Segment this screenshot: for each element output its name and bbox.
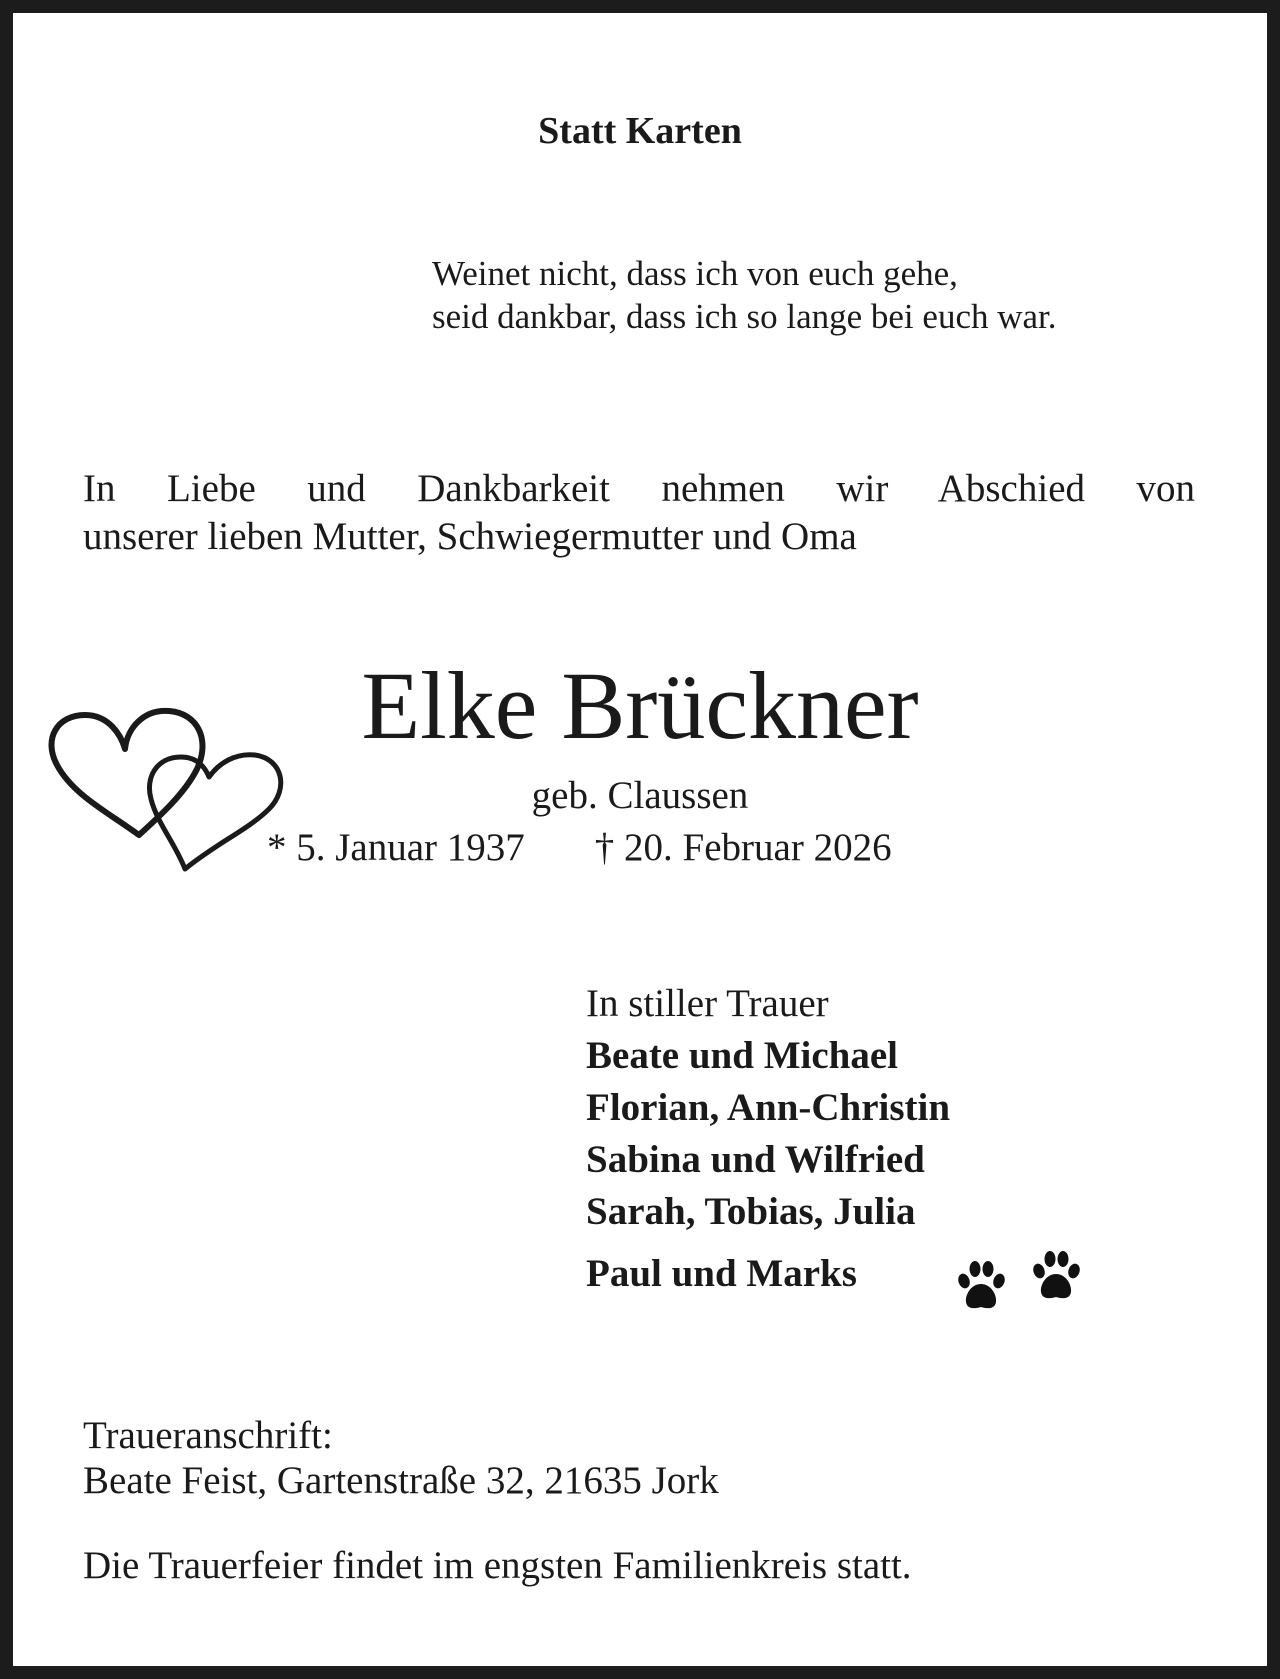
mourner-name: Sarah, Tobias, Julia [586,1190,916,1233]
mourner-name: Sabina und Wilfried [586,1138,925,1181]
intro-line-2: unserer lieben Mutter, Schwiegermutter und Oma [83,515,857,558]
mourners-label: In stiller Trauer [586,982,829,1025]
ceremony-note: Die Trauerfeier findet im engsten Familienkreis statt. [83,1544,912,1587]
quote-line-1: Weinet nicht, dass ich von euch gehe, [432,254,958,293]
death-date: † 20. Februar 2026 [594,826,892,869]
quote-line-2: seid dankbar, dass ich so lange bei euch war. [432,297,1057,336]
mourning-address [83,1413,719,1503]
farewell-intro [83,465,1195,561]
memorial-quote [432,252,1057,338]
intro-line-1: In Liebe und Dankbarkeit nehmen wir Abschied von [83,467,1195,510]
pets-names: Paul und Marks [586,1252,857,1295]
mourners-list [586,978,950,1300]
notice-heading: Statt Karten [538,110,742,152]
paw-print-icon [953,1259,1009,1315]
birth-date: * 5. Januar 1937 [267,826,525,869]
mourner-name: Florian, Ann-Christin [586,1086,951,1129]
paw-prints [953,1249,1084,1315]
address-line: Beate Feist, Gartenstraße 32, 21635 Jork [83,1459,719,1502]
address-label: Traueranschrift: [83,1414,333,1457]
deceased-name: Elke Brückner [361,652,919,759]
maiden-name: geb. Claussen [531,774,749,817]
life-dates [267,825,892,870]
paw-print-icon [1028,1249,1084,1305]
mourner-name: Beate und Michael [586,1034,898,1077]
